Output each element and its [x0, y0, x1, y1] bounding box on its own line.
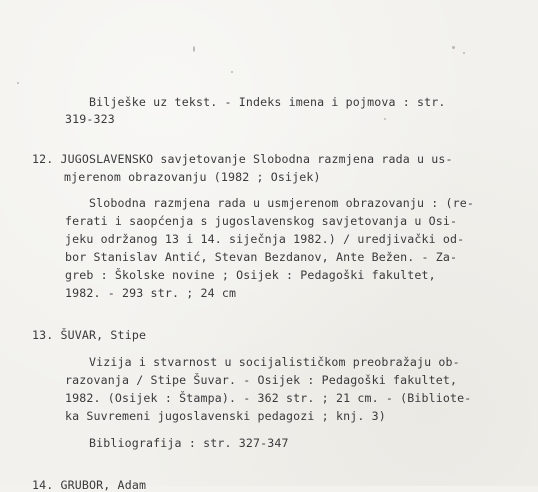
entry-11-note-line-1: Bilješke uz tekst. - Indeks imena i pojmova : str. [89, 95, 446, 109]
entry-14-heading: 14. GRUBOR, Adam [32, 478, 147, 492]
entry-12-body-line-2: ferati i saopćenja s jugoslavenskog savjetovanja u Osi- [65, 214, 458, 228]
scan-speck [463, 52, 465, 54]
entry-13-body-line-4: ka Suvremeni jugoslavenski pedagozi ; knj. 3) [65, 409, 386, 423]
entry-13-heading: 13. ŠUVAR, Stipe [32, 328, 147, 342]
entry-13-body-line-3: 1982. (Osijek : Štampa). - 362 str. ; 21 cm. - (Bibliote- [65, 391, 472, 405]
entry-12-heading-line-1: 12. JUGOSLAVENSKO savjetovanje Slobodna razmjena rada u us- [32, 152, 453, 166]
entry-12-body-line-3: jeku održanog 13 i 14. siječnja 1982.) / uredjivački od- [65, 232, 465, 246]
scan-speck [231, 71, 233, 73]
entry-11-note-line-2: 319-323 [65, 112, 115, 126]
scan-speck [193, 46, 195, 52]
scan-speck [452, 46, 455, 49]
entry-12-body-line-4: bor Stanislav Antić, Stevan Bezdanov, Ante Bežen. - Za- [65, 250, 458, 264]
entry-12-body-line-5: greb : Školske novine ; Osijek : Pedagoški fakultet, [65, 268, 436, 282]
scan-speck [384, 118, 386, 120]
entry-13-bibliography: Bibliografija : str. 327-347 [89, 436, 289, 450]
entry-13-body-line-1: Vizija i stvarnost u socijalističkom preobražaju ob- [89, 355, 460, 369]
entry-12-body-line-6: 1982. - 293 str. ; 24 cm [65, 286, 237, 300]
scan-speck [17, 82, 19, 84]
entry-13-body-line-2: razovanja / Stipe Šuvar. - Osijek : Pedagoški fakultet, [65, 373, 458, 387]
entry-12-heading-line-2: mjerenom obrazovanju (1982 ; Osijek) [64, 170, 321, 184]
entry-12-body-line-1: Slobodna razmjena rada u usmjerenom obrazovanju : (re- [89, 196, 475, 210]
